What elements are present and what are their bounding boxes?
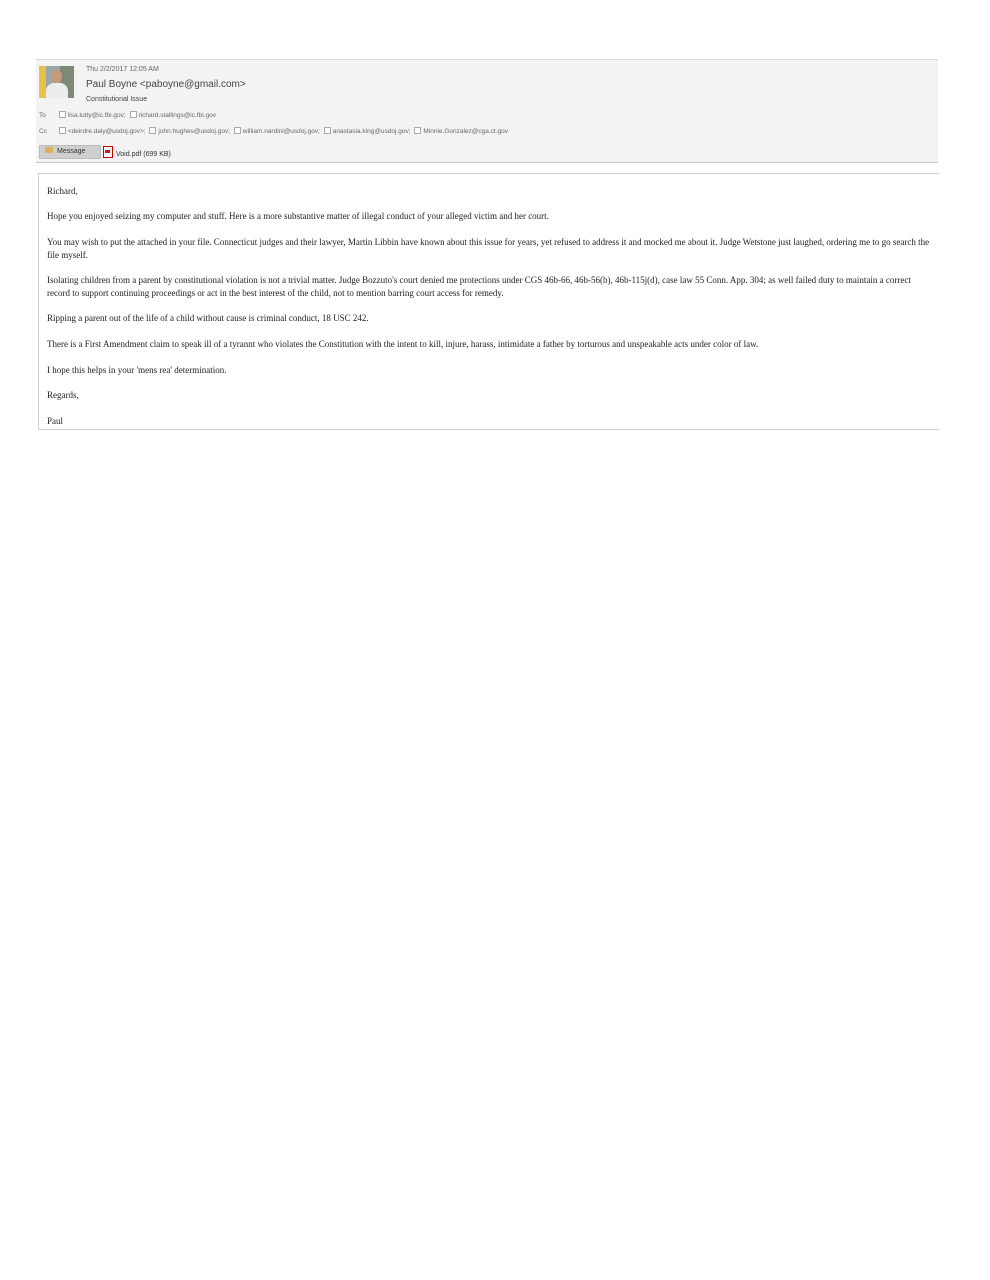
email-body <box>38 173 939 430</box>
body-paragraph: You may wish to put the attached in your file. Connecticut judges and their lawyer, Martin Libbin have known about this issue for years, yet refused to address it and mocked me about it. Judge Wetstone just laughed, ordering me to go search the file myself. <box>47 237 930 260</box>
body-paragraph: Hope you enjoyed seizing my computer and stuff. Here is a more substantive matter of illegal conduct of your alleged victim and her court. <box>47 211 549 221</box>
subject-line: Constitutional Issue <box>86 96 148 103</box>
pdf-attachment[interactable] <box>103 146 171 161</box>
signature-text: Paul <box>47 416 64 426</box>
attachment-filename: Void.pdf (699 KB) <box>116 151 171 158</box>
body-paragraph: I hope this helps in your 'mens rea' determination. <box>47 365 227 375</box>
cc-label: Cc <box>39 128 47 135</box>
recipient-checkbox-icon[interactable] <box>414 127 421 134</box>
recipient-checkbox-icon[interactable] <box>234 127 241 134</box>
cc-recipient[interactable]: anastasia.king@usdoj.gov; <box>332 128 411 135</box>
cc-recipient[interactable]: Minnie.Gonzalez@cga.ct.gov <box>423 128 509 135</box>
cc-row <box>39 127 508 135</box>
recipient-checkbox-icon[interactable] <box>130 111 137 118</box>
recipient-checkbox-icon[interactable] <box>324 127 331 134</box>
recipient-checkbox-icon[interactable] <box>149 127 156 134</box>
to-recipient[interactable]: lisa.tutty@ic.fbi.gov; <box>67 112 126 119</box>
email-message <box>36 59 938 429</box>
body-paragraph: Ripping a parent out of the life of a child without cause is criminal conduct, 18 USC 242. <box>47 313 369 323</box>
to-row <box>39 111 216 119</box>
body-paragraph: Isolating children from a parent by constitutional violation is not a trivial matter. Judge Bozzuto's court denied me protections under CGS 46b-66, 46b-56(b), 46b-115j(d), case law 55 Conn. App. 304; as well failed duty to maintain a correct record to support continuing proceedings or act in the best interest of the child, not to mention barring court access for remedy. <box>47 275 911 298</box>
avatar-head <box>51 70 62 83</box>
greeting-text: Richard, <box>47 186 78 196</box>
cc-recipient[interactable]: john.hughes@usdoj.gov; <box>158 128 231 135</box>
sender-name[interactable]: Paul Boyne <paboyne@gmail.com> <box>86 79 246 90</box>
cc-recipient[interactable]: <deirdre.daly@usdoj.gov>; <box>67 128 146 135</box>
cc-recipient[interactable]: william.nardini@usdoj.gov; <box>242 128 320 135</box>
to-label: To <box>39 112 46 119</box>
email-header <box>36 59 938 143</box>
avatar-body <box>46 83 68 98</box>
recipient-checkbox-icon[interactable] <box>59 127 66 134</box>
recipient-checkbox-icon[interactable] <box>59 111 66 118</box>
message-tab-button[interactable] <box>39 145 101 159</box>
sent-date: Thu 2/2/2017 12:05 AM <box>86 66 159 73</box>
message-tab-label: Message <box>57 148 86 155</box>
envelope-icon <box>45 147 53 153</box>
to-recipient[interactable]: richard.stallings@ic.fbi.gov <box>138 112 216 119</box>
sender-avatar[interactable] <box>39 66 74 98</box>
closing-text: Regards, <box>47 390 79 400</box>
pdf-icon <box>103 146 113 158</box>
body-paragraph: There is a First Amendment claim to speak ill of a tyrannt who violates the Constitution with the intent to kill, injure, harass, intimidate a father by torturous and unspeakable acts under color of law. <box>47 339 759 349</box>
attachment-bar <box>36 142 938 163</box>
